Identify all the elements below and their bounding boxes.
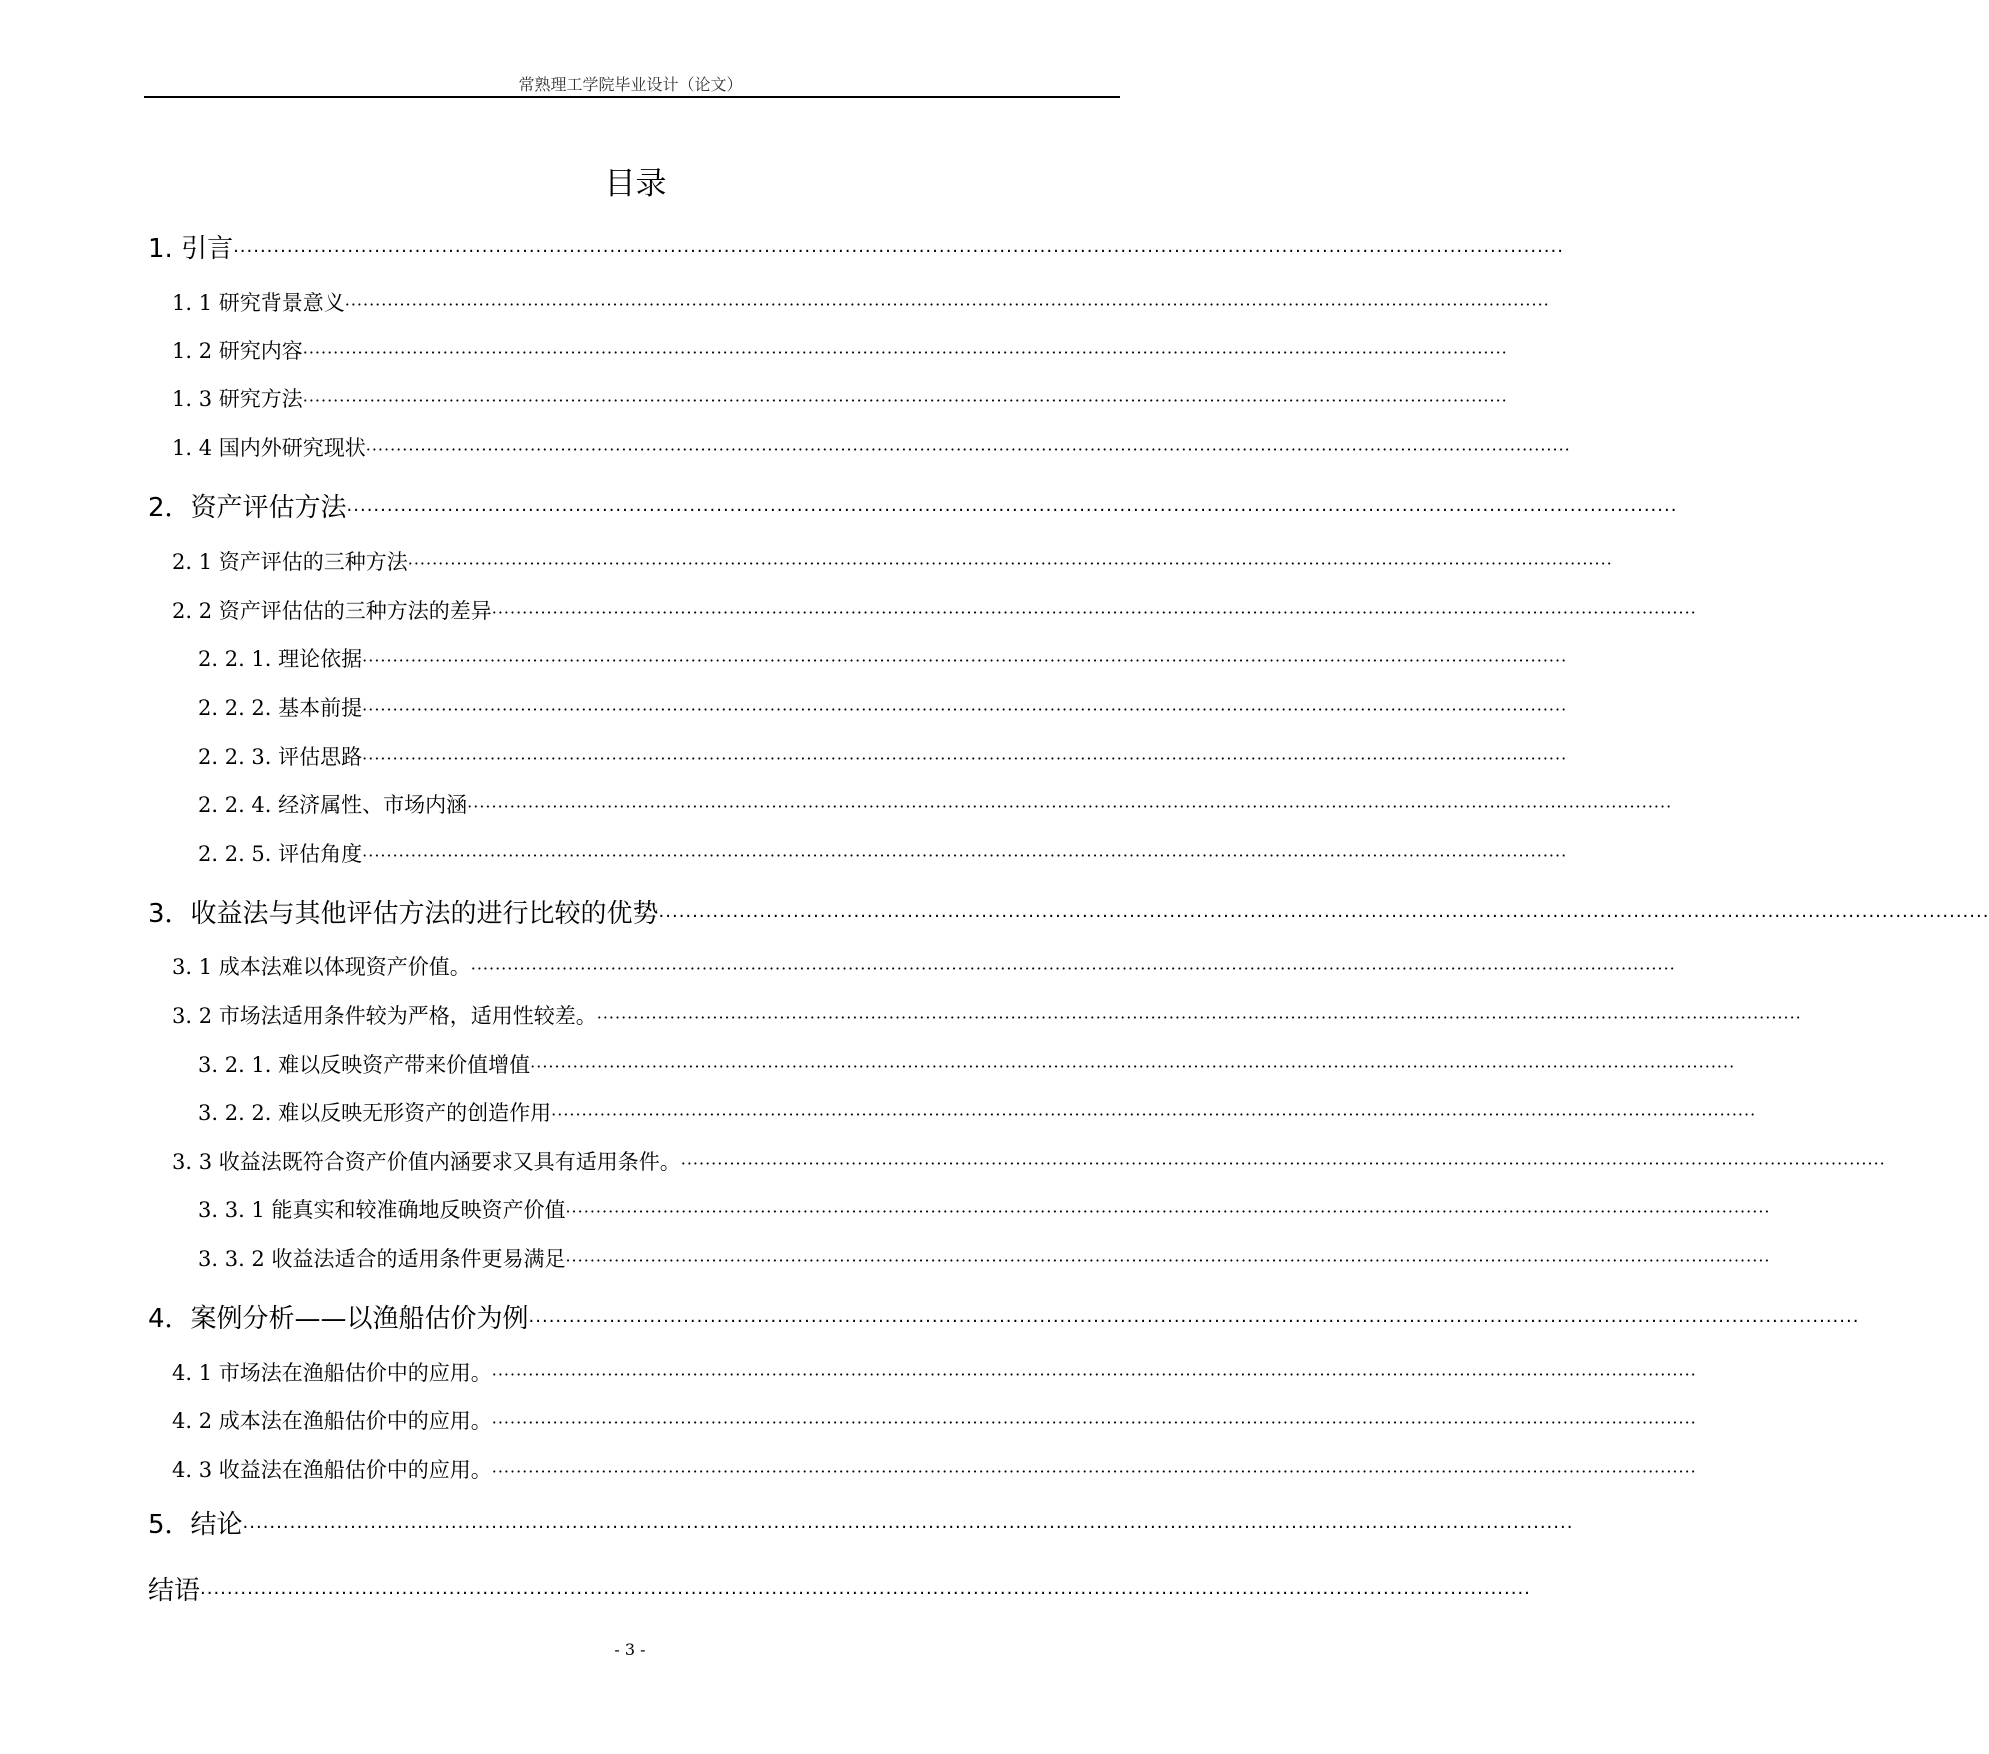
toc-entry-label: 3．收益法与其他评估方法的进行比较的优势	[148, 899, 659, 929]
toc-entry-label: 4．案例分析——以渔船估价为例	[148, 1304, 529, 1334]
toc-entry-2-2-5[interactable]	[198, 838, 1568, 868]
toc-entry-2-2-4[interactable]	[198, 789, 1673, 819]
toc-entry-label: 1. 2 研究内容	[172, 339, 303, 363]
dot-leader: ······································································································································································································	[362, 749, 1568, 768]
toc-entry-2-2[interactable]	[172, 595, 1697, 625]
dot-leader: ······································································································································································································	[467, 797, 1673, 816]
toc-entry-4-3[interactable]	[172, 1454, 1697, 1484]
toc-title: 目录	[604, 166, 667, 202]
toc-entry-3-2-2[interactable]	[198, 1097, 1757, 1127]
toc-entry-label: 1. 4 国内外研究现状	[172, 436, 366, 460]
toc-entry-label: 3. 3. 2 收益法适合的适用条件更易满足	[198, 1247, 566, 1271]
toc-entry-label: 2. 1 资产评估的三种方法	[172, 550, 408, 574]
dot-leader: ······································································································································································································	[491, 1365, 1697, 1384]
page-number: - 3 -	[614, 1640, 646, 1659]
toc-entry-label: 2. 2. 2. 基本前提	[198, 696, 363, 720]
toc-entry-label: 3. 2. 1. 难以反映资产带来价值增值	[198, 1053, 531, 1077]
dot-leader: ······································································································································································································	[491, 1462, 1697, 1481]
toc-entry-label: 3. 3. 1 能真实和较准确地反映资产价值	[198, 1198, 566, 1222]
toc-entry-label: 4. 1 市场法在渔船估价中的应用。	[172, 1361, 492, 1385]
toc-entry-2-1[interactable]	[172, 546, 1613, 576]
toc-entry-1-3[interactable]	[172, 383, 1508, 413]
toc-entry-label: 4. 3 收益法在渔船估价中的应用。	[172, 1458, 492, 1482]
dot-leader: ······································································································································································································	[658, 906, 1989, 927]
dot-leader: ······································································································································································································	[528, 1311, 1860, 1332]
toc-entry-3-1[interactable]	[172, 951, 1676, 981]
dot-leader: ······································································································································································································	[470, 959, 1676, 978]
toc-entry-label: 2. 2. 3. 评估思路	[198, 745, 363, 769]
toc-entry-3-2-1[interactable]	[198, 1049, 1736, 1079]
toc-entry-4-1[interactable]	[172, 1357, 1697, 1387]
toc-entry-label: 结语	[148, 1576, 201, 1606]
dot-leader: ······································································································································································································	[596, 1008, 1802, 1027]
running-header: 常熟理工学院毕业设计（论文）	[518, 75, 743, 94]
toc-entry-2[interactable]	[148, 487, 1678, 524]
dot-leader: ······································································································································································································	[565, 1251, 1771, 1270]
toc-entry-label: 4. 2 成本法在渔船估价中的应用。	[172, 1409, 492, 1433]
dot-leader: ······································································································································································································	[346, 500, 1678, 521]
dot-leader: ······································································································································································································	[362, 700, 1568, 719]
dot-leader: ······································································································································································································	[565, 1202, 1771, 1221]
toc-entry-3[interactable]	[148, 893, 1989, 930]
dot-leader: ······································································································································································································	[551, 1105, 1757, 1124]
toc-entry-1-4[interactable]	[172, 432, 1571, 462]
toc-entry-2-2-3[interactable]	[198, 741, 1568, 771]
toc-entry-3-3-2[interactable]	[198, 1243, 1771, 1273]
dot-leader: ······································································································································································································	[491, 1413, 1697, 1432]
toc-entry-label: 1. 引言	[148, 234, 234, 264]
toc-entry-2-2-2[interactable]	[198, 692, 1568, 722]
dot-leader: ······································································································································································································	[344, 295, 1550, 314]
toc-entry-label: 3. 1 成本法难以体现资产价值。	[172, 955, 471, 979]
dot-leader: ······································································································································································································	[365, 440, 1571, 459]
toc-entry-label: 1. 1 研究背景意义	[172, 291, 345, 315]
toc-entry-label: 2. 2. 4. 经济属性、市场内涵	[198, 793, 468, 817]
dot-leader: ······································································································································································································	[302, 343, 1508, 362]
toc-entry-6[interactable]	[148, 1570, 1531, 1607]
toc-entry-3-3[interactable]	[172, 1146, 1886, 1176]
toc-entry-label: 2．资产评估方法	[148, 493, 347, 523]
toc-entry-label: 2. 2. 5. 评估角度	[198, 842, 363, 866]
toc-entry-label: 1. 3 研究方法	[172, 387, 303, 411]
toc-entry-4-2[interactable]	[172, 1405, 1697, 1435]
toc-entry-label: 3. 2. 2. 难以反映无形资产的创造作用	[198, 1101, 552, 1125]
toc-entry-label: 2. 2. 1. 理论依据	[198, 647, 363, 671]
dot-leader: ······································································································································································································	[491, 603, 1697, 622]
header-rule	[144, 96, 1120, 98]
toc-entry-2-2-1[interactable]	[198, 643, 1568, 673]
toc-entry-4[interactable]	[148, 1298, 1860, 1335]
dot-leader: ······································································································································································································	[530, 1057, 1736, 1076]
toc-entry-label: 2. 2 资产评估估的三种方法的差异	[172, 599, 492, 623]
toc-entry-1-1[interactable]	[172, 287, 1550, 317]
dot-leader: ······································································································································································································	[362, 846, 1568, 865]
dot-leader: ······································································································································································································	[233, 241, 1564, 262]
toc-entry-3-3-1[interactable]	[198, 1194, 1771, 1224]
dot-leader: ······································································································································································································	[242, 1517, 1574, 1538]
toc-entry-1[interactable]	[148, 228, 1564, 265]
dot-leader: ······································································································································································································	[200, 1583, 1531, 1604]
toc-entry-3-2[interactable]	[172, 1000, 1802, 1030]
dot-leader: ······································································································································································································	[302, 391, 1508, 410]
toc-entry-label: 3. 2 市场法适用条件较为严格，适用性较差。	[172, 1004, 597, 1028]
toc-entry-label: 5．结论	[148, 1510, 243, 1540]
dot-leader: ······································································································································································································	[407, 554, 1613, 573]
toc-entry-1-2[interactable]	[172, 335, 1508, 365]
dot-leader: ······································································································································································································	[680, 1154, 1886, 1173]
toc-entry-5[interactable]	[148, 1504, 1574, 1541]
dot-leader: ······································································································································································································	[362, 651, 1568, 670]
toc-entry-label: 3. 3 收益法既符合资产价值内涵要求又具有适用条件。	[172, 1150, 681, 1174]
